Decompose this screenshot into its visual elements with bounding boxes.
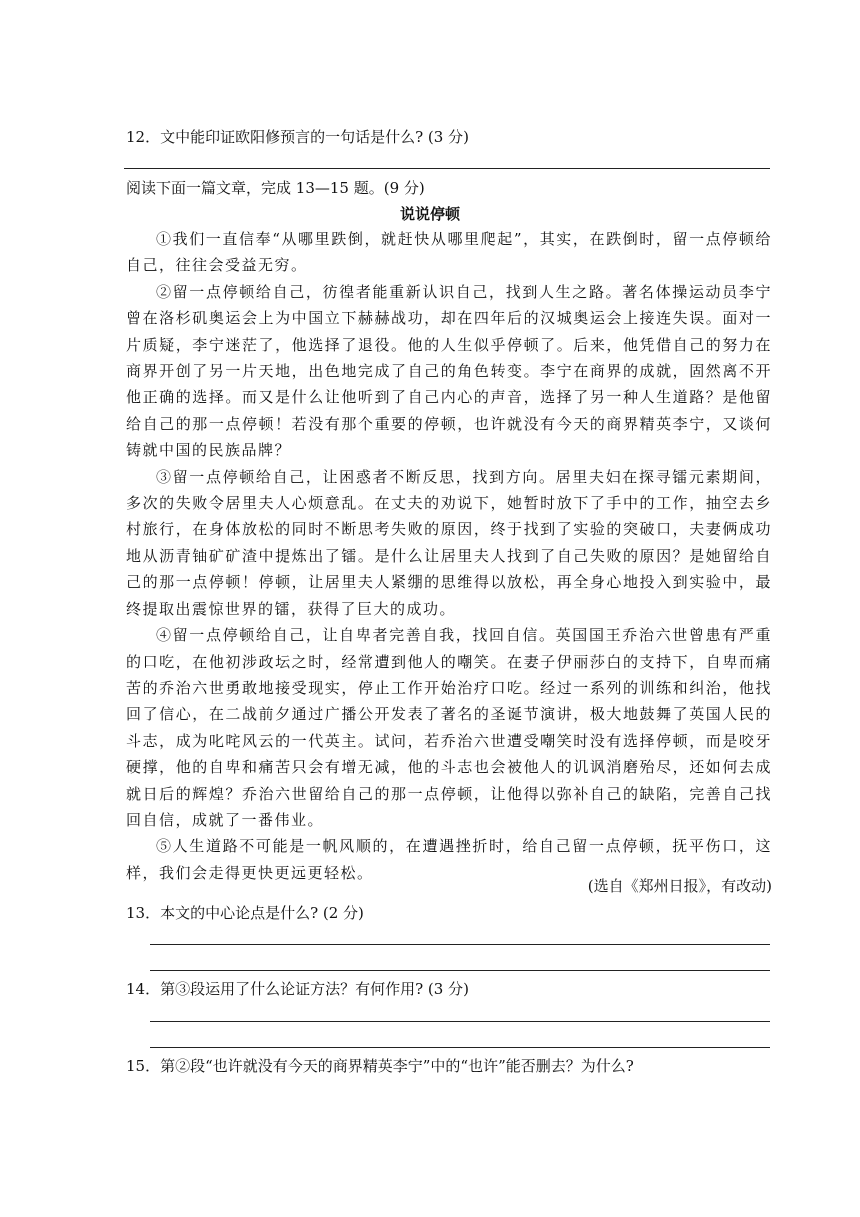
article-paragraph-5: ⑤人生道路不可能是一帆风顺的，在遭遇挫折时，给自己留一点停顿，抚平伤口，这样，我们会走得更快更远更轻松。 <box>126 837 772 882</box>
reading-instruction: 阅读下面一篇文章，完成 13—15 题。(9 分) <box>126 179 425 197</box>
answer-line-12 <box>124 168 770 169</box>
answer-line-14a <box>150 1021 770 1022</box>
answer-line-14b <box>150 1047 770 1048</box>
answer-line-13a <box>150 944 770 945</box>
article-paragraph-3: ③留一点停顿给自己，让困惑者不断反思，找到方向。居里夫妇在探寻镭元素期间，多次的失败令居里夫人心烦意乱。在丈夫的劝说下，她暂时放下了手中的工作，抽空去乡村旅行，在身体放松的同时不断思考失败的原因，终于找到了实验的突破口，夫妻俩成功地从沥青铀矿矿渣中提炼出了镭。是什么让居里夫人找到了自己失败的原因？是她留给自己的那一点停顿！停顿，让居里夫人紧绷的思维得以放松，再全身心地投入到实验中，最终提取出震惊世界的镭，获得了巨大的成功。 <box>126 467 772 618</box>
article-paragraph-4: ④留一点停顿给自己，让自卑者完善自我，找回自信。英国国王乔治六世曾患有严重的口吃，在他初涉政坛之时，经常遭到他人的嘲笑。在妻子伊丽莎白的支持下，自卑而痛苦的乔治六世勇敢地接受现实，停止工作开始治疗口吃。经过一系列的训练和纠治，他找回了信心，在二战前夕通过广播公开发表了著名的圣诞节演讲，极大地鼓舞了英国人民的斗志，成为叱咤风云的一代英主。试问，若乔治六世遭受嘲笑时没有选择停顿，而是咬牙硬撑，他的自卑和痛苦只会有增无减，他的斗志也会被他人的讥讽消磨殆尽，还如何去成就日后的辉煌？乔治六世留给自己的那一点停顿，让他得以弥补自己的缺陷，完善自己找回自信，成就了一番伟业。 <box>126 626 772 829</box>
answer-line-13b <box>150 970 770 971</box>
article-body <box>126 226 772 886</box>
article-paragraph-1: ①我们一直信奉“从哪里跌倒，就赶快从哪里爬起”，其实，在跌倒时，留一点停顿给自己，往往会受益无穷。 <box>126 230 772 275</box>
question-13: 13．本文的中心论点是什么? (2 分) <box>126 904 364 922</box>
article-title: 说说停顿 <box>399 205 460 223</box>
question-12: 12．文中能印证欧阳修预言的一句话是什么? (3 分) <box>126 128 469 146</box>
article-paragraph-2: ②留一点停顿给自己，彷徨者能重新认识自己，找到人生之路。著名体操运动员李宁曾在洛杉矶奥运会上为中国立下赫赫战功，却在四年后的汉城奥运会上接连失误。面对一片质疑，李宁迷茫了，他选择了退役。他的人生似乎停顿了。后来，他凭借自己的努力在商界开创了另一片天地，出色地完成了自己的角色转变。李宁在商界的成就，固然离不开他正确的选择。而又是什么让他听到了自己内心的声音，选择了另一种人生道路？是他留给自己的那一点停顿！若没有那个重要的停顿，也许就没有今天的商界精英李宁，又谈何铸就中国的民族品牌？ <box>126 282 772 460</box>
question-14: 14．第③段运用了什么论证方法？有何作用? (3 分) <box>126 980 469 998</box>
question-15: 15．第②段“也许就没有今天的商界精英李宁”中的“也许”能否删去？为什么? <box>126 1057 634 1075</box>
article-source: (选自《郑州日报》，有改动) <box>587 877 772 895</box>
